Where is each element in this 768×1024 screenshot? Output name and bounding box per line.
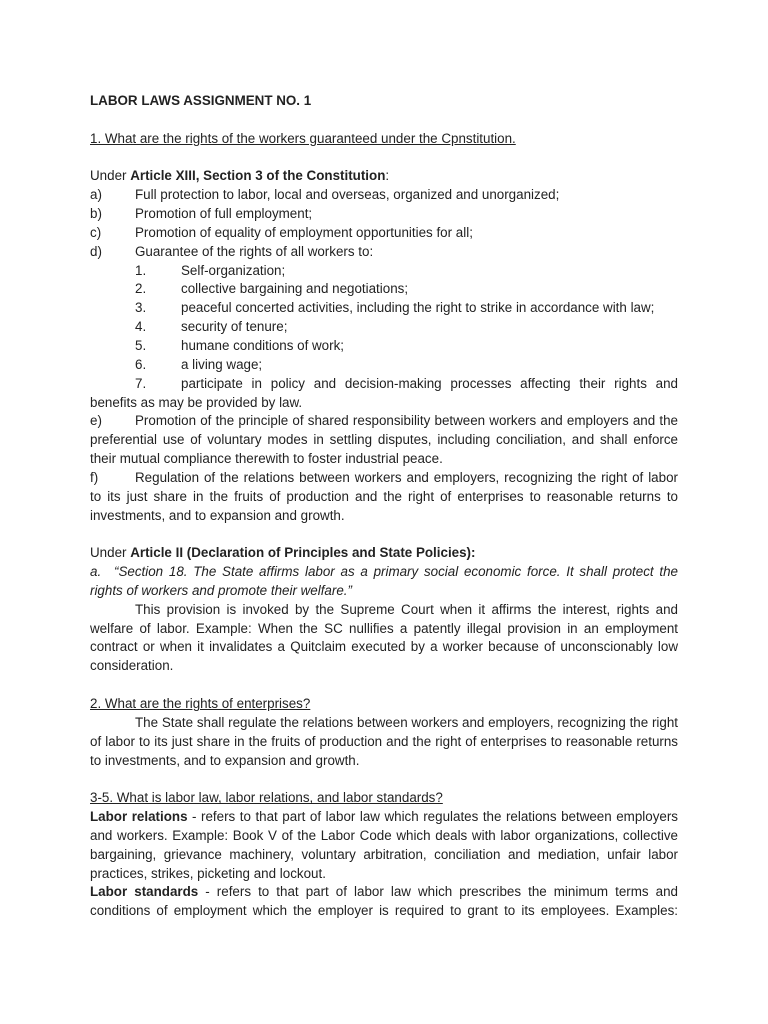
workers-rights-sublist — [90, 262, 678, 413]
question-2-answer: The State shall regulate the relations between workers and employers, recognizing the right of labor to its just share in the fruits of production and the right of enterprises to reasonable returns to investments, and to expansion and growth. — [90, 714, 678, 768]
sublist-item: 7. participate in policy and decision-making processes affecting their rights and — [135, 375, 678, 391]
list-item: c) Promotion of equality of employment opportunities for all; — [90, 224, 473, 240]
question-1: 1. What are the rights of the workers guaranteed under the Cpnstitution. — [90, 130, 516, 146]
sublist-item-continuation: benefits as may be provided by law. — [90, 394, 303, 410]
sublist-item: 3. peaceful concerted activities, including the right to strike in accordance with law; — [135, 300, 655, 316]
question-2: 2. What are the rights of enterprises? — [90, 696, 311, 711]
article-ii-heading: Under Article II (Declaration of Principles and State Policies): — [90, 545, 476, 561]
rights-list — [90, 186, 678, 525]
section-18-quote: a. “Section 18. The State affirms labor as a primary social economic force. It shall protect the rights of workers and promote their welfare.” — [90, 564, 678, 598]
document-body — [90, 92, 678, 921]
list-item: b) Promotion of full employment; — [90, 206, 313, 222]
labor-relations-definition: Labor relations - refers to that part of labor law which regulates the relations between employers and workers. Example: Book V of the Labor Code which deals with labor organizations, collective bargaining, grievance machinery, voluntary arbitration, conciliation and mediation, unfair labor practices, strikes, picketing and lockout. — [90, 809, 678, 881]
sublist-item: 5. humane conditions of work; — [135, 337, 345, 353]
sublist-item: 1. Self-organization; — [135, 262, 286, 278]
document-title: LABOR LAWS ASSIGNMENT NO. 1 — [90, 93, 312, 108]
list-item: a) Full protection to labor, local and overseas, organized and unorganized; — [90, 187, 560, 203]
sublist-item: 6. a living wage; — [135, 356, 263, 372]
article-xiii-heading: Under Article XIII, Section 3 of the Constitution: — [90, 168, 390, 184]
sublist-item: 4. security of tenure; — [135, 319, 288, 335]
list-item: e) Promotion of the principle of shared responsibility between workers and employers and the preferential use of voluntary modes in settling disputes, including conciliation, and shall enforce their mutual compliance therewith to foster industrial peace. — [90, 413, 678, 467]
list-item: f) Regulation of the relations between workers and employers, recognizing the right of labor to its just share in the fruits of production and the right of enterprises to reasonable returns to investments, and to expansion and growth. — [90, 469, 678, 523]
provision-paragraph: This provision is invoked by the Supreme Court when it affirms the interest, rights and welfare of labor. Example: When the SC nullifies a patently illegal provision in an employment contract or when it invalidates a Quitclaim executed by a worker because of unconscionably low consideration. — [90, 601, 678, 674]
labor-standards-definition: Labor standards - refers to that part of labor law which prescribes the minimum terms and conditions of employment which the employer is required to grant to its employees. Examples: — [90, 884, 678, 919]
question-3: 3-5. What is labor law, labor relations, and labor standards? — [90, 790, 443, 806]
list-item: d) Guarantee of the rights of all workers to: — [90, 243, 374, 259]
sublist-item: 2. collective bargaining and negotiations; — [135, 281, 409, 297]
